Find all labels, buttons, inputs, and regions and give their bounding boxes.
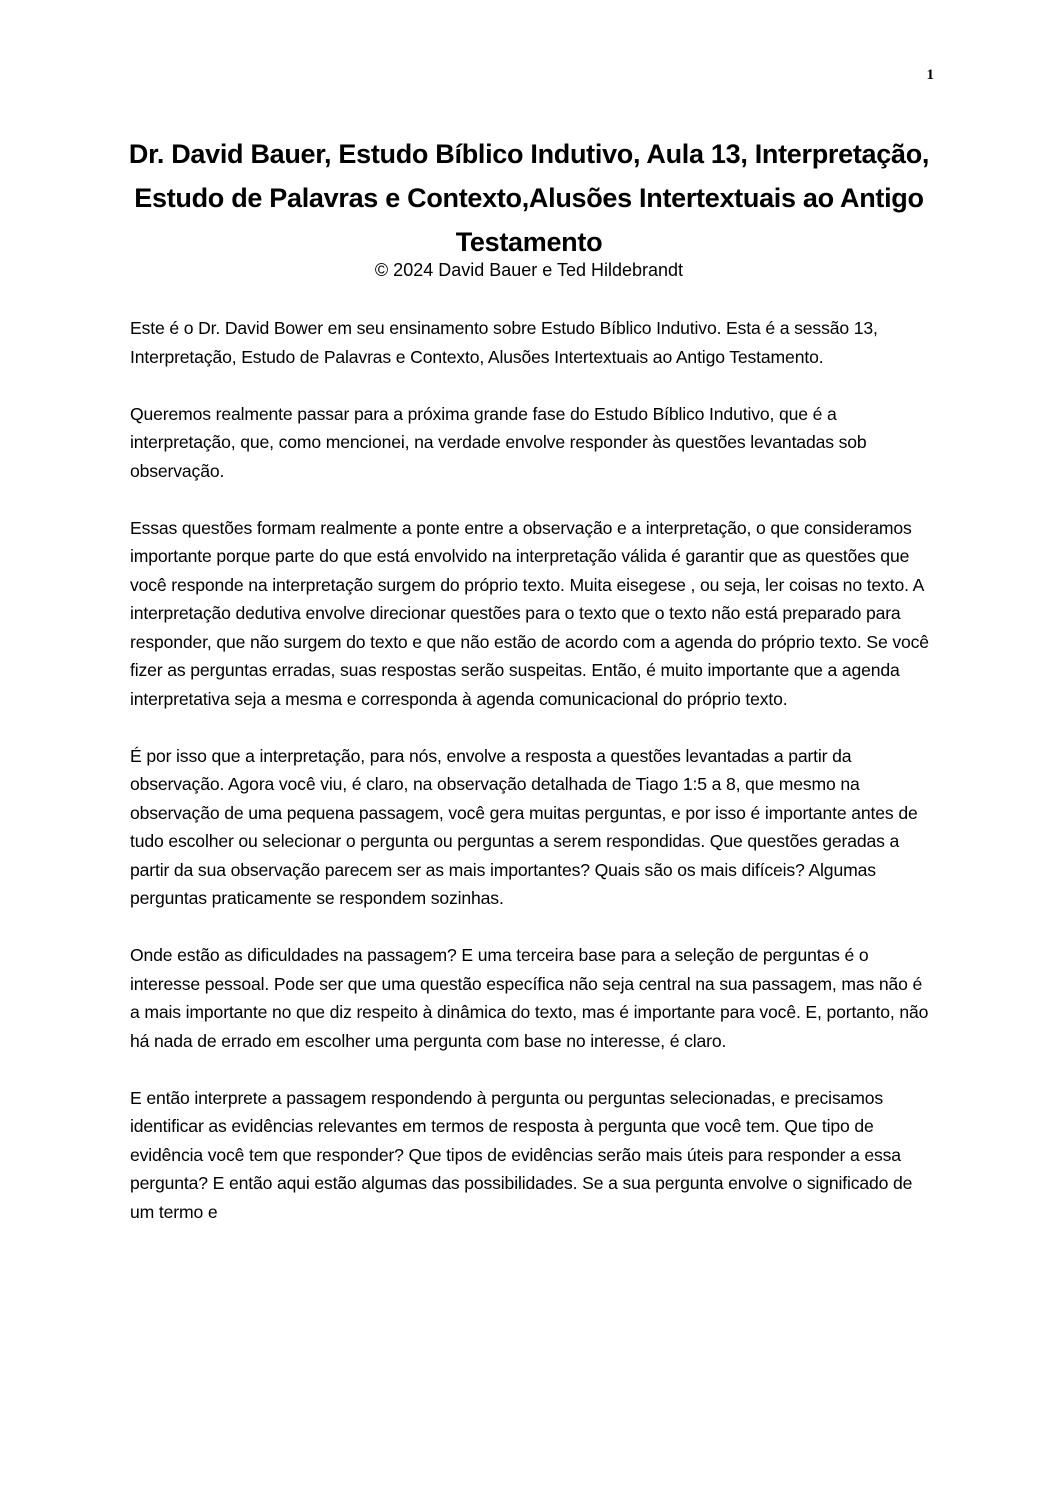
copyright-line: © 2024 David Bauer e Ted Hildebrandt bbox=[374, 260, 684, 280]
paragraph: Queremos realmente passar para a próxima grande fase do Estudo Bíblico Indutivo, que é a interpretação, que, como mencionei, na verdade envolve responder às questões levantadas sob observação. bbox=[130, 403, 867, 481]
page-number: 1 bbox=[926, 67, 934, 83]
document-title: Dr. David Bauer, Estudo Bíblico Indutivo, Aula 13, Interpretação, Estudo de Palavras e Contexto,Alusões Intertextuais ao Antigo Testamento bbox=[128, 139, 930, 257]
paragraph: Este é o Dr. David Bower em seu ensinamento sobre Estudo Bíblico Indutivo. Esta é a sessão 13, Interpretação, Estudo de Palavras e Contexto, Alusões Intertextuais ao Antigo Testamento. bbox=[130, 318, 878, 367]
paragraph: E então interprete a passagem respondendo à pergunta ou perguntas selecionadas, e precisamos identificar as evidências relevantes em termos de resposta à pergunta que você tem. Que tipo de evidência você tem que responder? Que tipos de evidências serão mais úteis para responder a essa pergunta? E então aqui estão algumas das possibilidades. Se a sua pergunta envolve o significado de um termo e bbox=[130, 1087, 913, 1222]
paragraph: Onde estão as dificuldades na passagem? E uma terceira base para a seleção de perguntas é o interesse pessoal. Pode ser que uma questão específica não seja central na sua passagem, mas não é a mais importante no que diz respeito à dinâmica do texto, mas é importante para você. E, portanto, não há nada de errado em escolher uma pergunta com base no interesse, é claro. bbox=[130, 945, 929, 1051]
paragraph: É por isso que a interpretação, para nós, envolve a resposta a questões levantadas a partir da observação. Agora você viu, é claro, na observação detalhada de Tiago 1:5 a 8, que mesmo na observação de uma pequena passagem, você gera muitas perguntas, e por isso é importante antes de tudo escolher ou selecionar o pergunta ou perguntas a serem respondidas. Que questões geradas a partir da sua observação parecem ser as mais importantes? Quais são os mais difíceis? Algumas perguntas praticamente se respondem sozinhas. bbox=[130, 745, 918, 908]
document-body bbox=[130, 314, 930, 1255]
paragraph: Essas questões formam realmente a ponte entre a observação e a interpretação, o que consideramos importante porque parte do que está envolvido na interpretação válida é garantir que as questões que você responde na interpretação surgem do próprio texto. Muita eisegese , ou seja, ler coisas no texto. A interpretação dedutiva envolve direcionar questões para o texto que o texto não está preparado para responder, que não surgem do texto e que não estão de acordo com a agenda do próprio texto. Se você fizer as perguntas erradas, suas respostas serão suspeitas. Então, é muito importante que a agenda interpretativa seja a mesma e corresponda à agenda comunicacional do próprio texto. bbox=[130, 517, 929, 709]
